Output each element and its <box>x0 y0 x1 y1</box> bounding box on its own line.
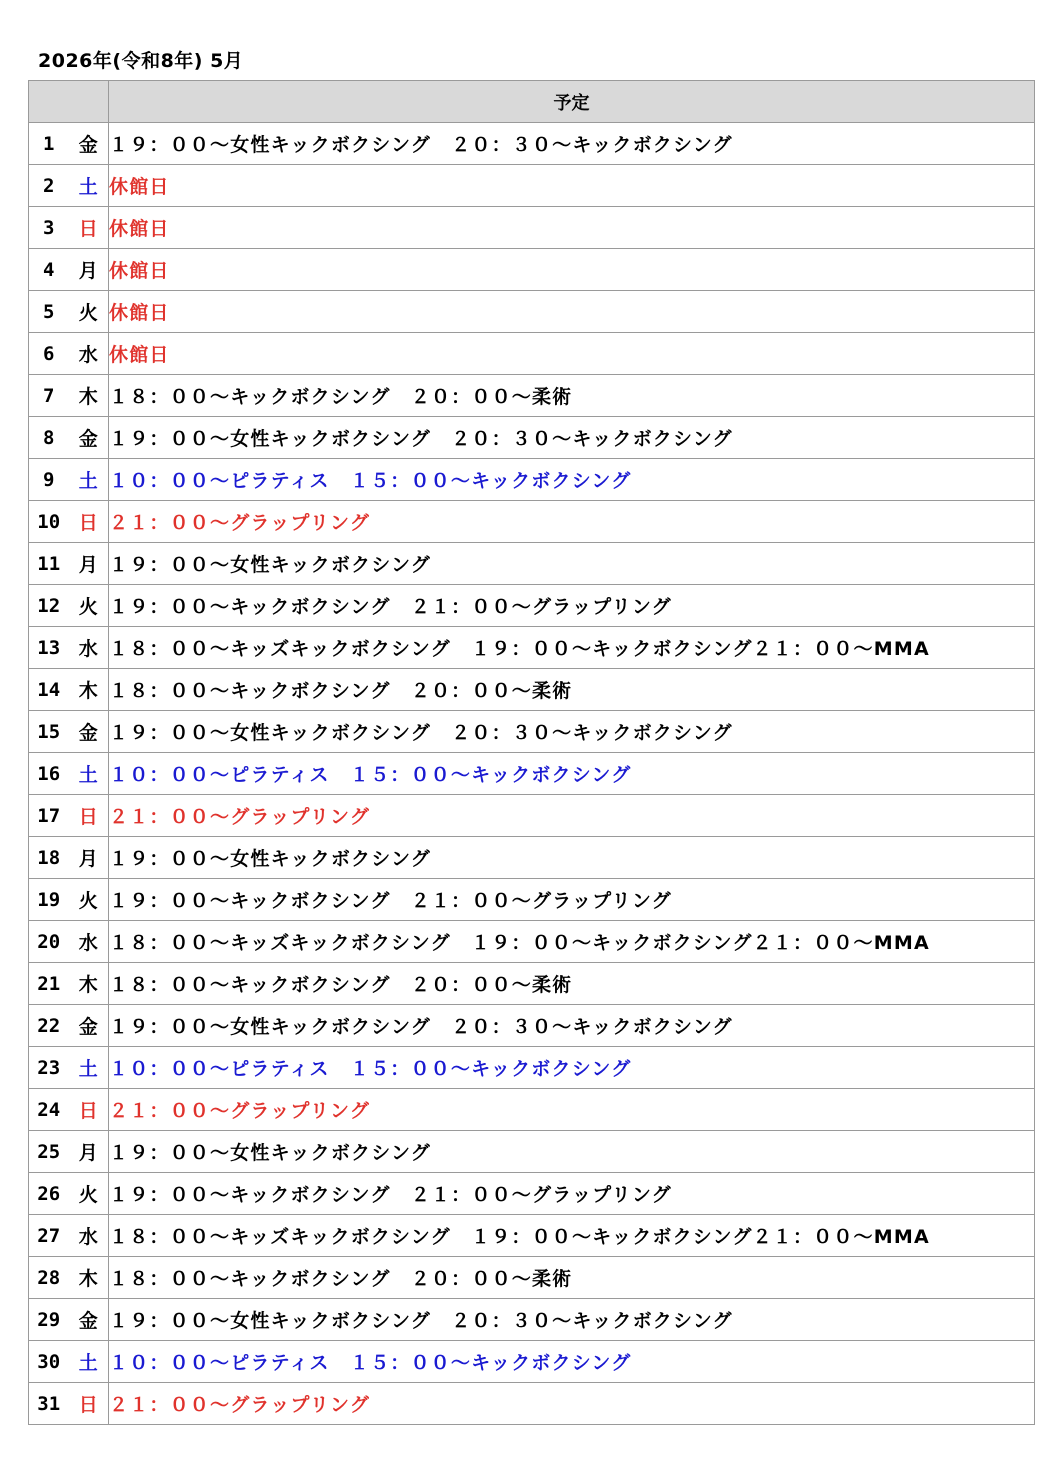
schedule-text: ２１：００～グラップリング <box>109 795 1035 837</box>
weekday-label: 日 <box>69 501 109 543</box>
weekday-label: 月 <box>69 1131 109 1173</box>
table-row <box>29 585 1035 627</box>
weekday-label: 金 <box>69 1005 109 1047</box>
day-number: 1 <box>29 123 69 165</box>
day-number: 7 <box>29 375 69 417</box>
weekday-label: 火 <box>69 879 109 921</box>
day-number: 19 <box>29 879 69 921</box>
weekday-label: 木 <box>69 963 109 1005</box>
day-number: 4 <box>29 249 69 291</box>
table-row <box>29 1383 1035 1425</box>
schedule-text: １９：００～女性キックボクシング ２０：３０～キックボクシング <box>109 123 1035 165</box>
schedule-text: ２１：００～グラップリング <box>109 1383 1035 1425</box>
table-row <box>29 669 1035 711</box>
day-number: 18 <box>29 837 69 879</box>
table-row <box>29 1215 1035 1257</box>
table-row <box>29 501 1035 543</box>
day-number: 5 <box>29 291 69 333</box>
table-row <box>29 123 1035 165</box>
table-row <box>29 375 1035 417</box>
schedule-text: １０：００～ピラティス １５：００～キックボクシング <box>109 1047 1035 1089</box>
schedule-text: １９：００～キックボクシング ２１：００～グラップリング <box>109 879 1035 921</box>
weekday-label: 金 <box>69 1299 109 1341</box>
day-number: 22 <box>29 1005 69 1047</box>
table-row <box>29 753 1035 795</box>
day-number: 9 <box>29 459 69 501</box>
schedule-text: １９：００～女性キックボクシング ２０：３０～キックボクシング <box>109 417 1035 459</box>
day-number: 12 <box>29 585 69 627</box>
schedule-text: １０：００～ピラティス １５：００～キックボクシング <box>109 753 1035 795</box>
table-row <box>29 1173 1035 1215</box>
day-number: 16 <box>29 753 69 795</box>
weekday-label: 水 <box>69 627 109 669</box>
table-row <box>29 291 1035 333</box>
weekday-label: 日 <box>69 795 109 837</box>
weekday-label: 土 <box>69 459 109 501</box>
schedule-text: １９：００～女性キックボクシング <box>109 1131 1035 1173</box>
schedule-text: １８：００～キッズキックボクシング １９：００～キックボクシング２１：００～MMA <box>109 921 1035 963</box>
table-header-row <box>29 81 1035 123</box>
weekday-label: 日 <box>69 1383 109 1425</box>
day-number: 13 <box>29 627 69 669</box>
closed-day-text: 休館日 <box>109 291 1035 333</box>
closed-day-text: 休館日 <box>109 333 1035 375</box>
table-row <box>29 1257 1035 1299</box>
day-number: 6 <box>29 333 69 375</box>
table-row <box>29 459 1035 501</box>
schedule-text: １８：００～キッズキックボクシング １９：００～キックボクシング２１：００～MMA <box>109 1215 1035 1257</box>
day-number: 28 <box>29 1257 69 1299</box>
schedule-text: １９：００～女性キックボクシング ２０：３０～キックボクシング <box>109 1299 1035 1341</box>
table-row <box>29 543 1035 585</box>
weekday-label: 火 <box>69 585 109 627</box>
day-number: 11 <box>29 543 69 585</box>
weekday-label: 金 <box>69 123 109 165</box>
day-number: 24 <box>29 1089 69 1131</box>
day-number: 29 <box>29 1299 69 1341</box>
weekday-label: 木 <box>69 669 109 711</box>
day-number: 25 <box>29 1131 69 1173</box>
weekday-label: 火 <box>69 1173 109 1215</box>
schedule-text: １９：００～女性キックボクシング ２０：３０～キックボクシング <box>109 711 1035 753</box>
schedule-text: １０：００～ピラティス １５：００～キックボクシング <box>109 459 1035 501</box>
day-number: 31 <box>29 1383 69 1425</box>
day-number: 20 <box>29 921 69 963</box>
table-row <box>29 879 1035 921</box>
table-row <box>29 1131 1035 1173</box>
day-number: 27 <box>29 1215 69 1257</box>
closed-day-text: 休館日 <box>109 249 1035 291</box>
weekday-label: 金 <box>69 417 109 459</box>
schedule-text: １９：００～女性キックボクシング <box>109 837 1035 879</box>
closed-day-text: 休館日 <box>109 165 1035 207</box>
weekday-label: 木 <box>69 375 109 417</box>
schedule-text: １９：００～女性キックボクシング ２０：３０～キックボクシング <box>109 1005 1035 1047</box>
table-row <box>29 627 1035 669</box>
table-row <box>29 795 1035 837</box>
table-row <box>29 921 1035 963</box>
day-number: 23 <box>29 1047 69 1089</box>
schedule-text: １８：００～キックボクシング ２０：００～柔術 <box>109 1257 1035 1299</box>
weekday-label: 水 <box>69 921 109 963</box>
day-number: 8 <box>29 417 69 459</box>
day-number: 21 <box>29 963 69 1005</box>
table-row <box>29 1005 1035 1047</box>
weekday-label: 土 <box>69 753 109 795</box>
schedule-table <box>28 80 1035 1425</box>
header-day-cell <box>29 81 69 123</box>
schedule-text: １９：００～キックボクシング ２１：００～グラップリング <box>109 1173 1035 1215</box>
day-number: 14 <box>29 669 69 711</box>
table-row <box>29 1299 1035 1341</box>
header-plan-cell: 予定 <box>109 81 1035 123</box>
table-row <box>29 1341 1035 1383</box>
weekday-label: 日 <box>69 207 109 249</box>
weekday-label: 土 <box>69 165 109 207</box>
day-number: 10 <box>29 501 69 543</box>
table-row <box>29 837 1035 879</box>
schedule-text: １８：００～キックボクシング ２０：００～柔術 <box>109 963 1035 1005</box>
schedule-text: １８：００～キッズキックボクシング １９：００～キックボクシング２１：００～MMA <box>109 627 1035 669</box>
table-row <box>29 1047 1035 1089</box>
weekday-label: 土 <box>69 1047 109 1089</box>
weekday-label: 木 <box>69 1257 109 1299</box>
closed-day-text: 休館日 <box>109 207 1035 249</box>
table-row <box>29 333 1035 375</box>
weekday-label: 金 <box>69 711 109 753</box>
day-number: 30 <box>29 1341 69 1383</box>
table-row <box>29 963 1035 1005</box>
weekday-label: 土 <box>69 1341 109 1383</box>
table-row <box>29 711 1035 753</box>
table-row <box>29 165 1035 207</box>
weekday-label: 月 <box>69 837 109 879</box>
schedule-text: ２１：００～グラップリング <box>109 501 1035 543</box>
table-row <box>29 207 1035 249</box>
table-row <box>29 249 1035 291</box>
schedule-text: １０：００～ピラティス １５：００～キックボクシング <box>109 1341 1035 1383</box>
weekday-label: 月 <box>69 543 109 585</box>
schedule-text: １８：００～キックボクシング ２０：００～柔術 <box>109 669 1035 711</box>
table-row <box>29 1089 1035 1131</box>
schedule-text: １９：００～女性キックボクシング <box>109 543 1035 585</box>
weekday-label: 日 <box>69 1089 109 1131</box>
schedule-text: ２１：００～グラップリング <box>109 1089 1035 1131</box>
day-number: 26 <box>29 1173 69 1215</box>
weekday-label: 月 <box>69 249 109 291</box>
schedule-text: １８：００～キックボクシング ２０：００～柔術 <box>109 375 1035 417</box>
weekday-label: 水 <box>69 333 109 375</box>
weekday-label: 水 <box>69 1215 109 1257</box>
day-number: 17 <box>29 795 69 837</box>
weekday-label: 火 <box>69 291 109 333</box>
page-title: 2026年(令和8年) 5月 <box>38 50 244 72</box>
header-weekday-cell <box>69 81 109 123</box>
day-number: 3 <box>29 207 69 249</box>
day-number: 2 <box>29 165 69 207</box>
table-row <box>29 417 1035 459</box>
day-number: 15 <box>29 711 69 753</box>
schedule-text: １９：００～キックボクシング ２１：００～グラップリング <box>109 585 1035 627</box>
